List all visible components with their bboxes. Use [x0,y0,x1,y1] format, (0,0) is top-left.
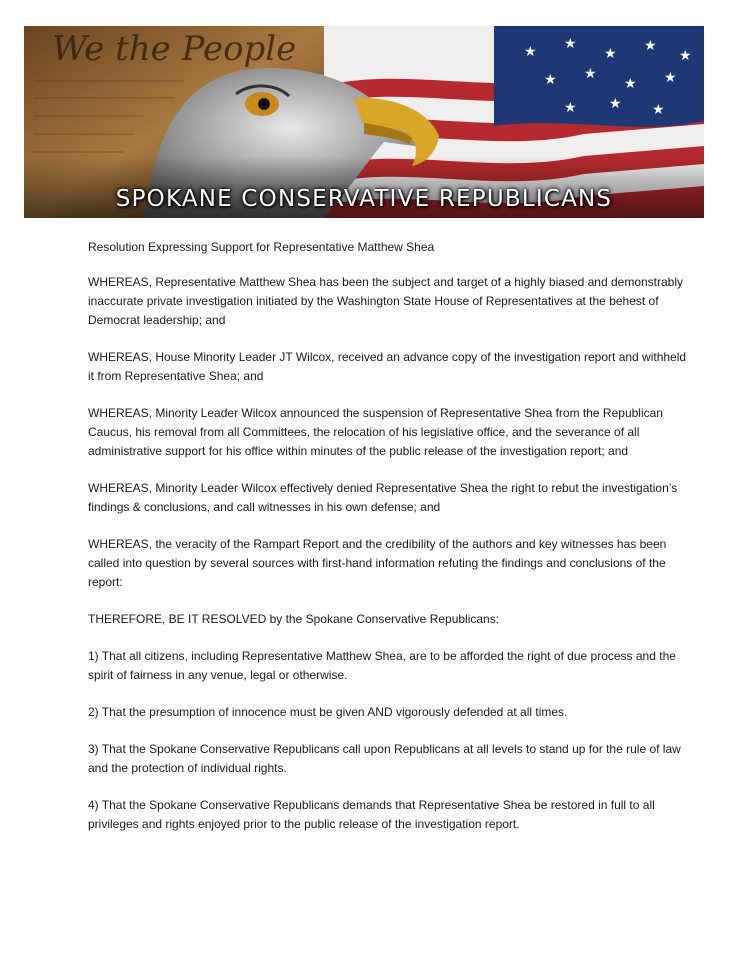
whereas-paragraph-3: WHEREAS, Minority Leader Wilcox announced the suspension of Representative Shea from the Republican Caucus, his removal from all Committees, the relocation of his legislative office, and the severance of all administrative support for his office within minutes of the public release of the investigation report; and [88,406,663,458]
svg-text:★: ★ [564,35,577,51]
svg-text:★: ★ [652,101,665,117]
svg-text:★: ★ [644,37,657,53]
we-the-people-script: We the People [52,29,297,69]
resolution-item-1: 1) That all citizens, including Representative Matthew Shea, are to be afforded the right of due process and the spirit of fairness in any venue, legal or otherwise. [88,649,676,682]
svg-text:★: ★ [624,75,637,91]
banner-title: SPOKANE CONSERVATIVE REPUBLICANS [115,186,613,212]
svg-text:★: ★ [584,65,597,81]
svg-text:★: ★ [564,99,577,115]
svg-text:★: ★ [664,69,677,85]
resolution-item-4: 4) That the Spokane Conservative Republicans demands that Representative Shea be restored in full to all privileges and rights enjoyed prior to the public release of the investigation report. [88,798,655,831]
resolution-title: Resolution Expressing Support for Representative Matthew Shea [88,240,435,254]
svg-text:★: ★ [679,47,692,63]
whereas-paragraph-5: WHEREAS, the veracity of the Rampart Report and the credibility of the authors and key witnesses has been called into question by several sources with first-hand information refuting the findings and conclusions of the report: [88,537,667,589]
resolution-item-3: 3) That the Spokane Conservative Republicans call upon Republicans at all levels to stand up for the rule of law and the protection of individual rights. [88,742,681,775]
resolved-heading: THEREFORE, BE IT RESOLVED by the Spokane Conservative Republicans: [88,612,500,626]
whereas-paragraph-2: WHEREAS, House Minority Leader JT Wilcox, received an advance copy of the investigation report and withheld it from Representative Shea; and [88,350,687,383]
whereas-paragraph-1: WHEREAS, Representative Matthew Shea has been the subject and target of a highly biased and demonstrably inaccurate private investigation initiated by the Washington State House of Representatives at the behest of Democrat leadership; and [88,275,684,327]
whereas-paragraph-4: WHEREAS, Minority Leader Wilcox effectively denied Representative Shea the right to rebut the investigation’s findings & conclusions, and call witnesses in his own defense; and [88,481,678,514]
svg-text:★: ★ [544,71,557,87]
svg-text:★: ★ [604,45,617,61]
svg-text:★: ★ [609,95,622,111]
header-banner [24,26,704,218]
resolution-document [88,238,688,852]
svg-text:★: ★ [524,43,537,59]
resolution-item-2: 2) That the presumption of innocence must be given AND vigorously defended at all times. [88,705,568,719]
